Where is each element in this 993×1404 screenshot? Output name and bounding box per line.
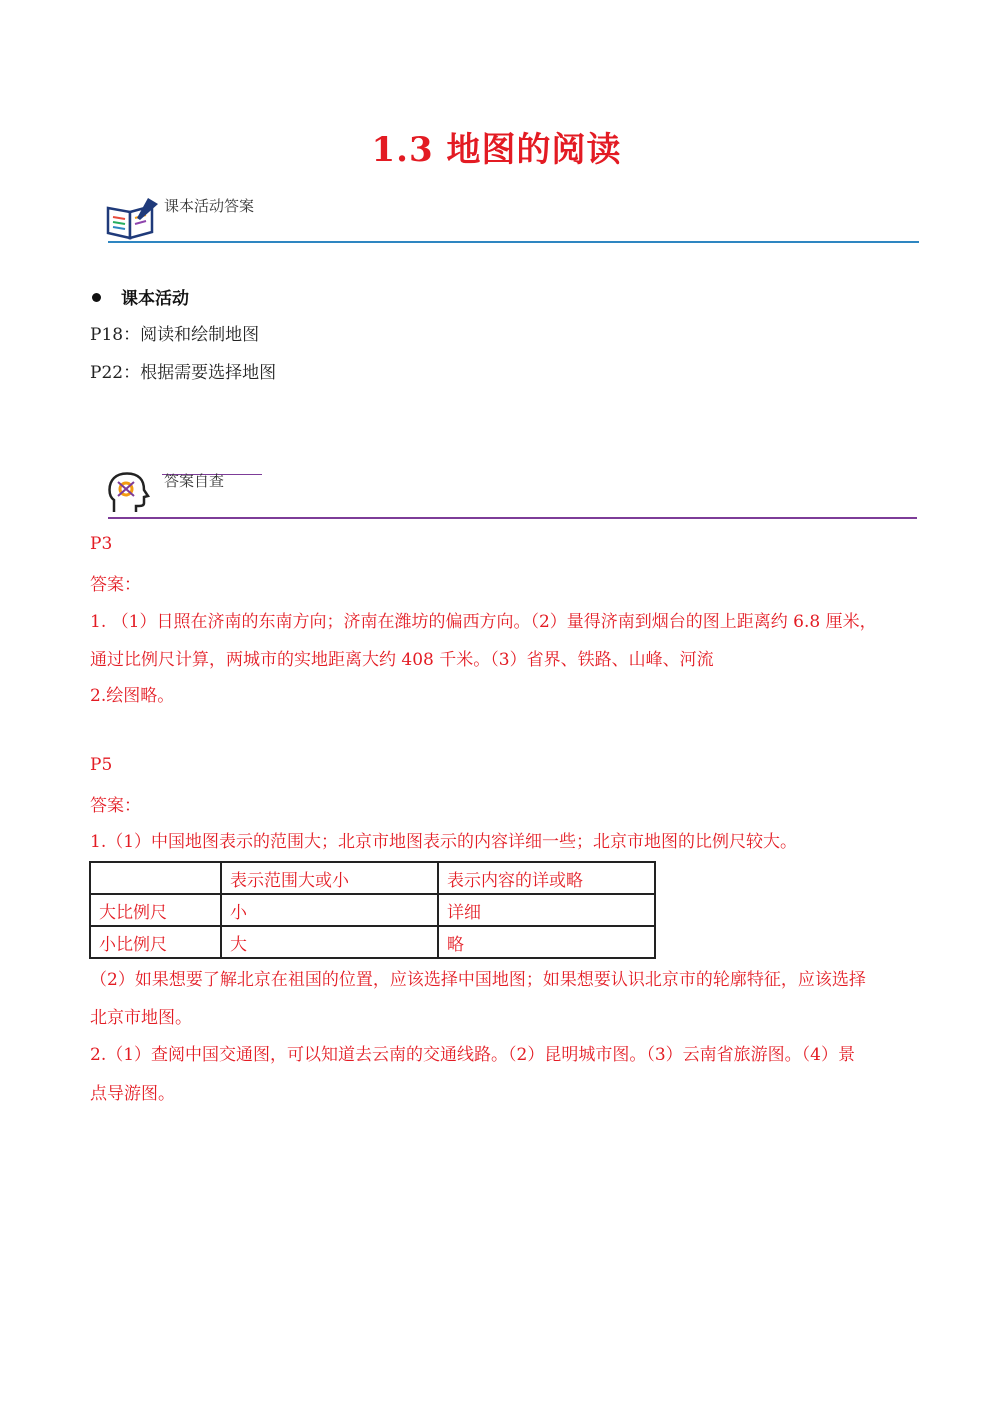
table-cell [90, 862, 221, 894]
table-cell: 详细 [438, 894, 655, 926]
answer-label: 答案： [90, 796, 141, 816]
page-ref: P5 [90, 755, 113, 775]
answer-line: （2）如果想要了解北京在祖国的位置，应该选择中国地图；如果想要认识北京市的轮廓特征，应该选择 [90, 970, 866, 990]
table-cell: 大 [221, 926, 438, 958]
table-cell: 小 [221, 894, 438, 926]
activities-heading-text: 课本活动 [121, 289, 189, 309]
answer-line: 北京市地图。 [90, 1008, 192, 1028]
book-icon [104, 196, 160, 242]
head-gear-icon [106, 470, 150, 516]
activity-item: P18：阅读和绘制地图 [90, 325, 260, 345]
activity-item: P22：根据需要选择地图 [90, 363, 277, 383]
section-header-label: 课本活动答案 [164, 197, 255, 215]
table-header-row [90, 862, 655, 894]
page-title: 1.3 地图的阅读 [371, 130, 622, 170]
answer-line: 1.（1）中国地图表示的范围大；北京市地图表示的内容详细一些；北京市地图的比例尺较大。 [90, 832, 798, 852]
activities-heading [92, 284, 189, 309]
answer-line: 2.（1）查阅中国交通图，可以知道去云南的交通线路。（2）昆明城市图。（3）云南省旅游图。（4）景 [90, 1045, 855, 1065]
answer-label: 答案： [90, 575, 141, 595]
table-cell: 大比例尺 [90, 894, 221, 926]
answer-line: 1. （1）日照在济南的东南方向；济南在潍坊的偏西方向。（2）量得济南到烟台的图上距离约 6.8 厘米， [90, 612, 877, 632]
scale-comparison-table [89, 861, 656, 959]
section-divider [108, 241, 919, 243]
section-header-label: 答案自查 [164, 472, 225, 490]
table-row [90, 926, 655, 958]
table-row [90, 894, 655, 926]
table-cell: 表示范围大或小 [221, 862, 438, 894]
section-divider [108, 517, 917, 519]
bullet-icon [92, 293, 101, 302]
page-ref: P3 [90, 534, 113, 554]
table-cell: 表示内容的详或略 [438, 862, 655, 894]
table-cell: 略 [438, 926, 655, 958]
answer-line: 2.绘图略。 [90, 686, 175, 706]
table-cell: 小比例尺 [90, 926, 221, 958]
answer-line: 点导游图。 [90, 1084, 175, 1104]
answer-line: 通过比例尺计算，两城市的实地距离大约 408 千米。（3）省界、铁路、山峰、河流 [90, 650, 714, 670]
